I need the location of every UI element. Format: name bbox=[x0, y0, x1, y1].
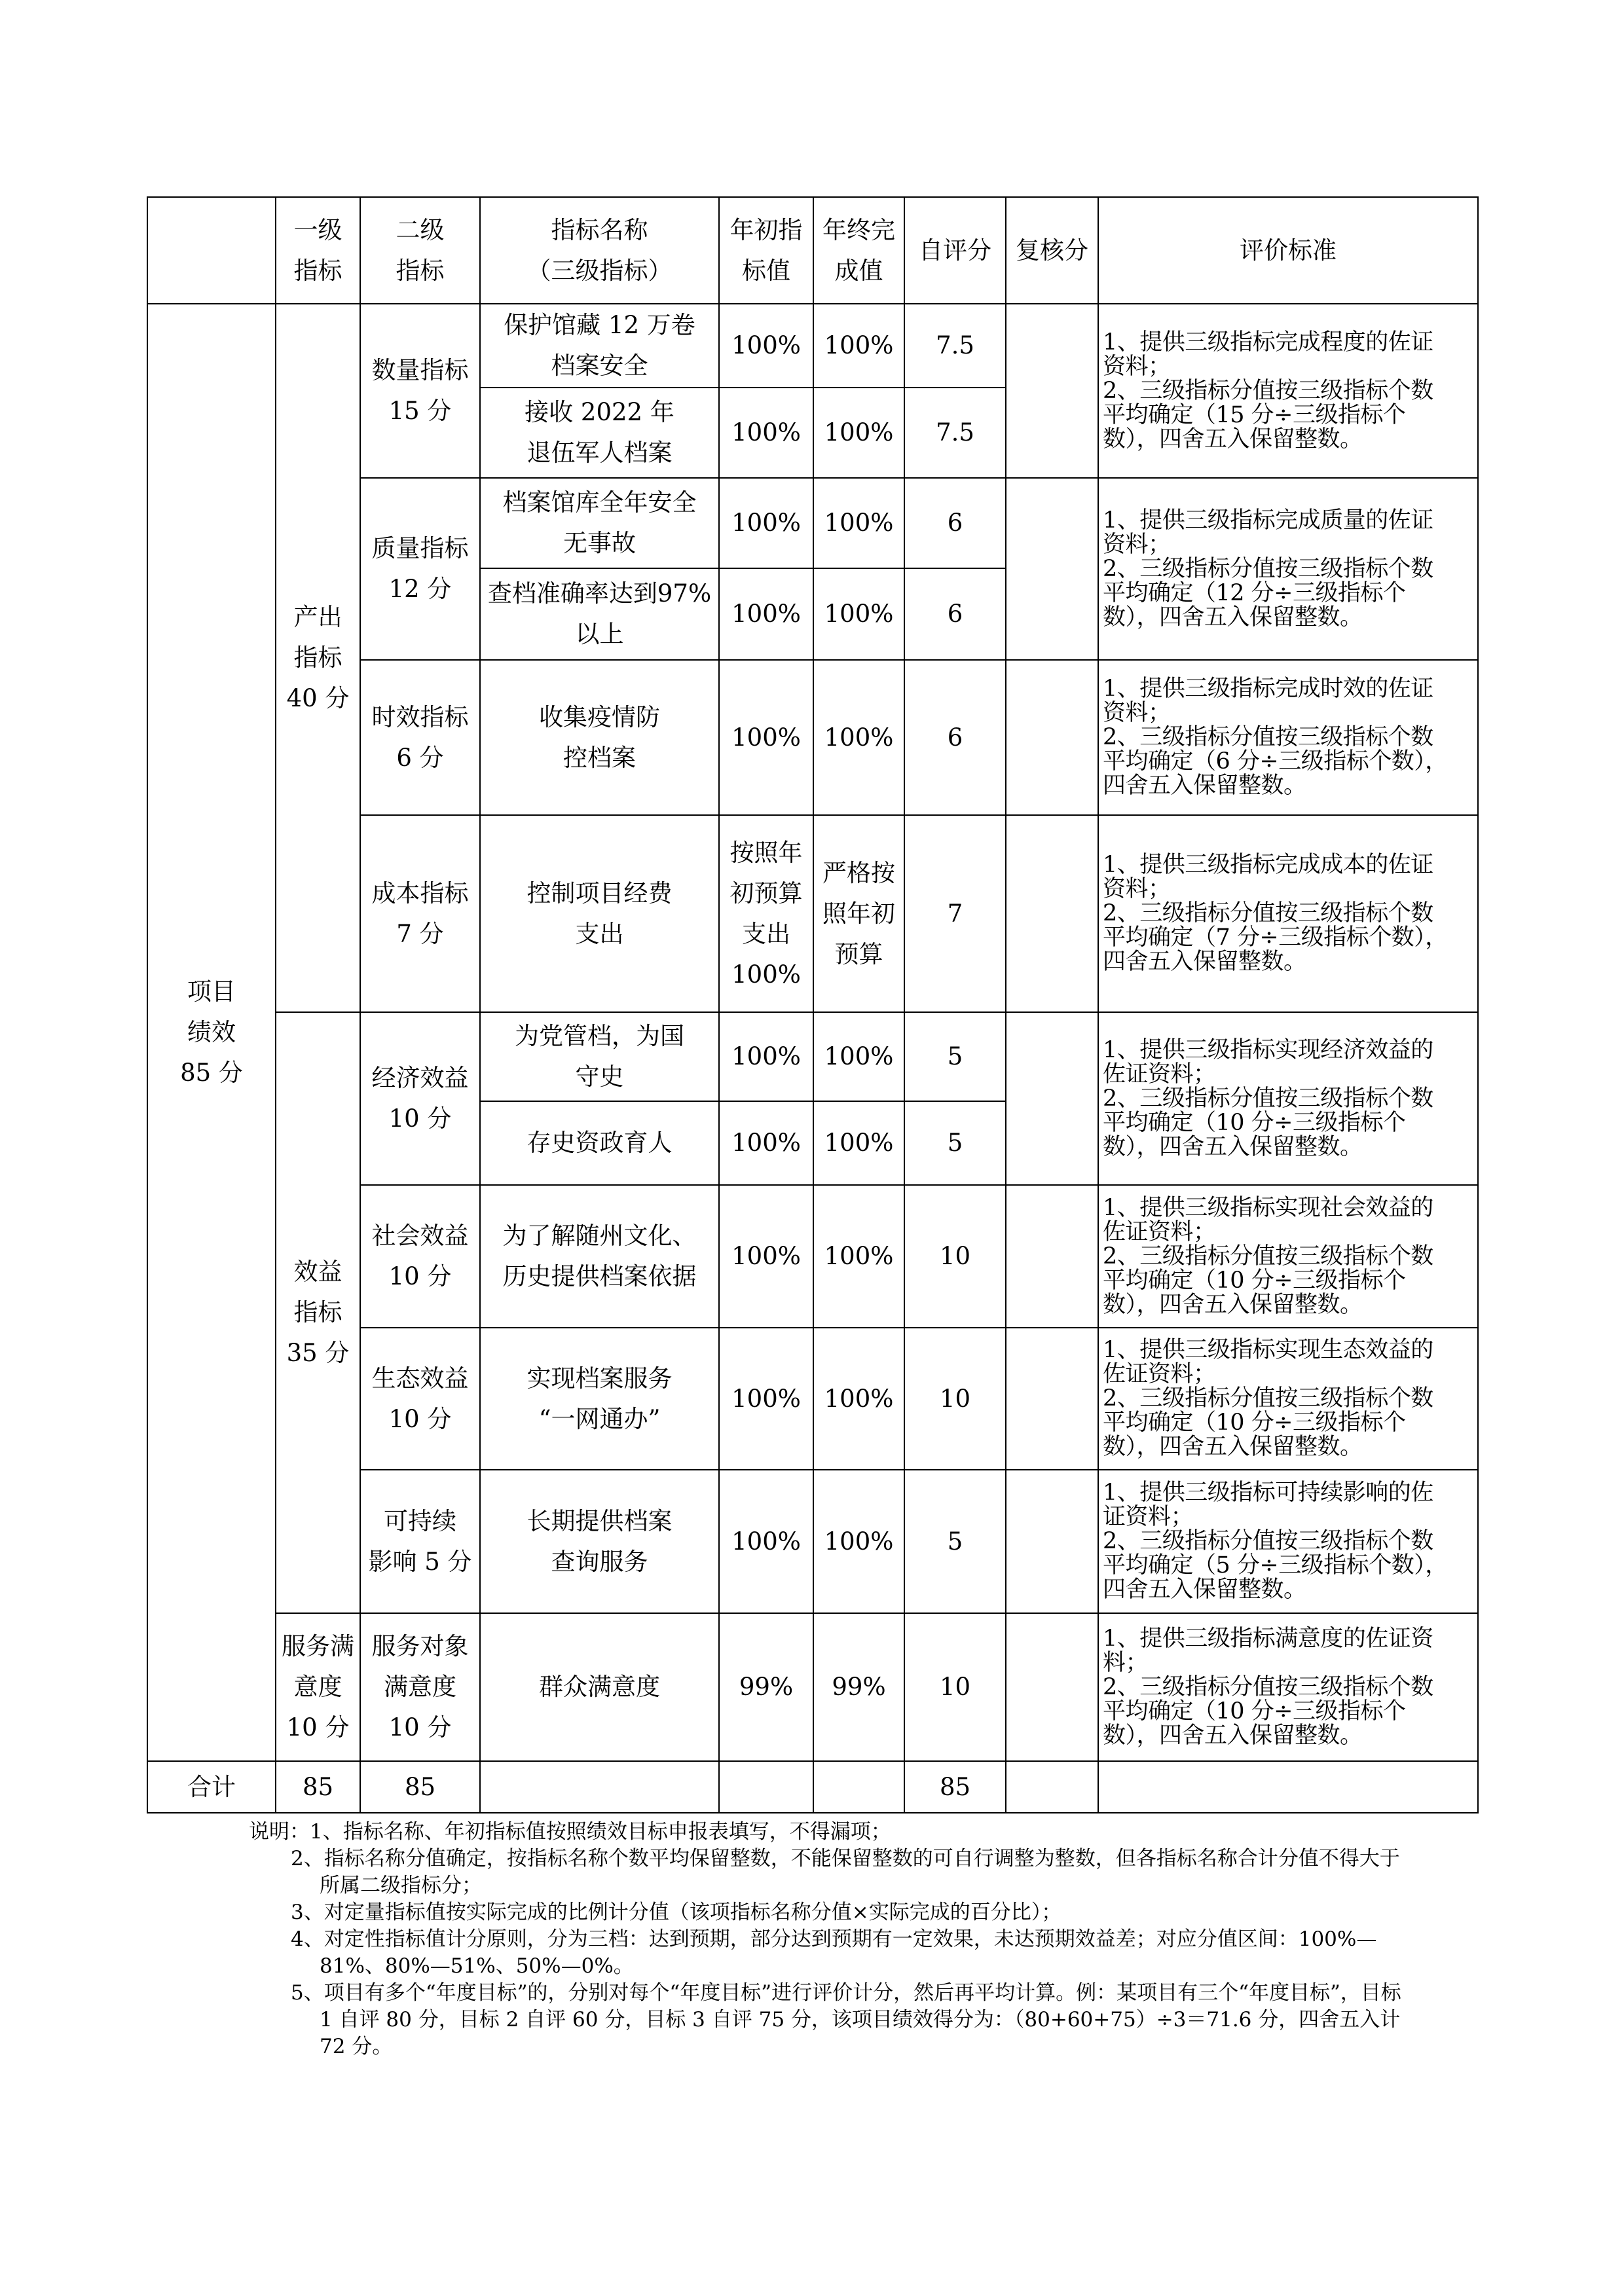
level2-cell bbox=[360, 478, 480, 660]
review-score bbox=[1006, 1613, 1098, 1761]
cell-text-line: 1、提供三级指标完成成本的佐证 bbox=[1103, 852, 1433, 878]
header-self-score: 自评分 bbox=[904, 197, 1006, 304]
note-item: 2、指标名称分值确定，按指标名称个数平均保留整数，不能保留整数的可自行调整为整数，但各指标名称合计分值不得大于所属二级指标分； bbox=[291, 1847, 1400, 1897]
cell-text-line: 照年初 bbox=[822, 899, 895, 928]
initial-target bbox=[719, 1101, 813, 1185]
cell-text-line: 资料； bbox=[1103, 353, 1171, 380]
cell-text-line: 数），四舍五入保留整数。 bbox=[1103, 426, 1363, 452]
cell-text-line: 四舍五入保留整数。 bbox=[1103, 949, 1306, 975]
indicator-name bbox=[480, 1328, 719, 1470]
cell-text-line: 10 分 bbox=[388, 1404, 452, 1433]
header-row bbox=[147, 197, 1478, 304]
initial-target bbox=[719, 304, 813, 388]
cell-text-line: 档案安全 bbox=[551, 352, 648, 380]
cell-text-line: 100% bbox=[824, 600, 894, 628]
cell-text-line: 100% bbox=[824, 331, 894, 359]
cell-text-line: 平均确定（10 分÷三级指标个 bbox=[1103, 1410, 1406, 1436]
cell-text-line: 预算 bbox=[834, 939, 883, 968]
cell-text-line: 1、提供三级指标实现经济效益的 bbox=[1103, 1036, 1433, 1063]
cell-text-line: 料； bbox=[1103, 1649, 1149, 1676]
cell-text-line: 平均确定（5 分÷三级指标个数）， bbox=[1103, 1552, 1448, 1578]
cell-text-line: 平均确定（15 分÷三级指标个 bbox=[1103, 401, 1406, 428]
cell-text-line: 存史资政育人 bbox=[526, 1129, 673, 1157]
cell-text-line: 10 分 bbox=[286, 1713, 350, 1741]
header-indicator-name bbox=[480, 197, 719, 304]
header-criteria: 评价标准 bbox=[1098, 197, 1478, 304]
cell-text-line: 数），四舍五入保留整数。 bbox=[1103, 1291, 1363, 1318]
cell-text-line: 查档准确率达到97% bbox=[487, 579, 712, 608]
cell-text-line: 数），四舍五入保留整数。 bbox=[1103, 1133, 1363, 1160]
cell-text-line: 支出 bbox=[742, 919, 790, 948]
cell-text-line: （三级指标） bbox=[526, 256, 673, 285]
cell-text-line: 100% bbox=[824, 509, 894, 537]
cell-text-line: 指标名称 bbox=[551, 215, 648, 244]
cell-text-line: 历史提供档案依据 bbox=[502, 1262, 697, 1290]
cell-text-line: 质量指标 bbox=[371, 534, 469, 562]
total-self-score: 85 bbox=[904, 1761, 1006, 1813]
review-score bbox=[1006, 660, 1098, 815]
total-empty bbox=[1098, 1761, 1478, 1813]
cell-text-line: 无事故 bbox=[563, 529, 636, 557]
table-row bbox=[147, 304, 1478, 388]
cell-text-line: 平均确定（10 分÷三级指标个 bbox=[1103, 1109, 1406, 1136]
level2-cell bbox=[360, 1470, 480, 1613]
criteria-cell bbox=[1098, 478, 1478, 660]
cell-text-line: 初预算 bbox=[729, 879, 803, 907]
table-row bbox=[147, 1012, 1478, 1101]
cell-text-line: 2、三级指标分值按三级指标个数 bbox=[1103, 377, 1433, 404]
total-level1: 85 bbox=[276, 1761, 360, 1813]
criteria-cell bbox=[1098, 660, 1478, 815]
cell-text-line: 长期提供档案 bbox=[526, 1506, 673, 1535]
total-row bbox=[147, 1761, 1478, 1813]
cell-text-line: 经济效益 bbox=[371, 1064, 469, 1092]
review-score bbox=[1006, 304, 1098, 478]
review-score bbox=[1006, 1328, 1098, 1470]
cell-text-line: 社会效益 bbox=[371, 1222, 469, 1250]
initial-target bbox=[719, 1012, 813, 1101]
cell-text-line: 平均确定（12 分÷三级指标个 bbox=[1103, 579, 1406, 606]
benefit-indicator-cell bbox=[276, 1012, 360, 1613]
initial-target bbox=[719, 1328, 813, 1470]
cell-text-line: 标值 bbox=[742, 256, 790, 285]
cell-text-line: 100% bbox=[824, 1527, 894, 1556]
year-end-value bbox=[813, 1470, 904, 1613]
cell-text-line: 85 分 bbox=[180, 1059, 243, 1087]
cell-text-line: 成本指标 bbox=[371, 879, 469, 907]
cell-text-line: 100% bbox=[824, 1042, 894, 1070]
cell-text-line: 100% bbox=[731, 418, 801, 446]
cell-text-line: 数），四舍五入保留整数。 bbox=[1103, 1722, 1363, 1749]
level2-cell bbox=[360, 815, 480, 1012]
header-level1 bbox=[276, 197, 360, 304]
cell-text-line: 2、三级指标分值按三级指标个数 bbox=[1103, 555, 1433, 582]
total-empty bbox=[1006, 1761, 1098, 1813]
cell-text-line: 2、三级指标分值按三级指标个数 bbox=[1103, 1243, 1433, 1269]
cell-text-line: 可持续 bbox=[384, 1506, 456, 1535]
note-item: 4、对定性指标值计分原则，分为三档：达到预期，部分达到预期有一定效果，未达预期效益差；对应分值区间：100%—81%、80%—51%、50%—0%。 bbox=[291, 1927, 1377, 1978]
cell-text-line: 满意度 bbox=[384, 1673, 456, 1701]
year-end-value bbox=[813, 568, 904, 660]
cell-text-line: 100% bbox=[731, 1129, 801, 1157]
cell-text-line: 100% bbox=[731, 960, 801, 989]
cell-text-line: 100% bbox=[731, 1042, 801, 1070]
initial-target bbox=[719, 1613, 813, 1761]
cell-text-line: 佐证资料； bbox=[1103, 1061, 1216, 1087]
cell-text-line: 1、提供三级指标完成程度的佐证 bbox=[1103, 329, 1433, 355]
total-empty bbox=[813, 1761, 904, 1813]
cell-text-line: 10 分 bbox=[388, 1104, 452, 1133]
year-end-value bbox=[813, 388, 904, 478]
cell-text-line: 2、三级指标分值按三级指标个数 bbox=[1103, 1528, 1433, 1554]
cell-text-line: 控制项目经费 bbox=[526, 879, 673, 907]
review-score bbox=[1006, 478, 1098, 660]
cell-text-line: 2、三级指标分值按三级指标个数 bbox=[1103, 1385, 1433, 1412]
initial-target bbox=[719, 660, 813, 815]
criteria-cell bbox=[1098, 815, 1478, 1012]
cell-text-line: 服务对象 bbox=[371, 1632, 469, 1660]
year-end-value bbox=[813, 815, 904, 1012]
output-indicator-cell bbox=[276, 304, 360, 1012]
indicator-name bbox=[480, 388, 719, 478]
cell-text-line: 资料； bbox=[1103, 531, 1171, 558]
cell-text-line: 严格按 bbox=[822, 858, 895, 887]
cell-text-line: 指标 bbox=[293, 644, 342, 672]
cell-text-line: 退伍军人档案 bbox=[526, 439, 673, 467]
self-score: 7.5 bbox=[904, 304, 1006, 388]
self-score: 6 bbox=[904, 568, 1006, 660]
cell-text-line: 守史 bbox=[575, 1063, 624, 1091]
satisfaction-indicator-cell bbox=[276, 1613, 360, 1761]
cell-text-line: 平均确定（7 分÷三级指标个数）， bbox=[1103, 924, 1448, 951]
header-initial-target bbox=[719, 197, 813, 304]
cell-text-line: 100% bbox=[824, 723, 894, 752]
cell-text-line: 控档案 bbox=[563, 743, 636, 772]
cell-text-line: 指标 bbox=[293, 1298, 342, 1326]
cell-text-line: 100% bbox=[824, 1242, 894, 1270]
cell-text-line: 2、三级指标分值按三级指标个数 bbox=[1103, 1085, 1433, 1112]
cell-text-line: 10 分 bbox=[388, 1713, 452, 1741]
indicator-name bbox=[480, 478, 719, 568]
cell-text-line: 100% bbox=[731, 1527, 801, 1556]
year-end-value bbox=[813, 660, 904, 815]
initial-target bbox=[719, 815, 813, 1012]
self-score: 5 bbox=[904, 1012, 1006, 1101]
note-item: 3、对定量指标值按实际完成的比例计分值（该项指标名称分值×实际完成的百分比）； bbox=[291, 1901, 1062, 1924]
header-year-end-value bbox=[813, 197, 904, 304]
cell-text-line: 100% bbox=[731, 600, 801, 628]
criteria-cell bbox=[1098, 1328, 1478, 1470]
self-score: 7 bbox=[904, 815, 1006, 1012]
initial-target bbox=[719, 1470, 813, 1613]
cell-text-line: 平均确定（10 分÷三级指标个 bbox=[1103, 1267, 1406, 1294]
header-empty-cell bbox=[147, 197, 276, 304]
cell-text-line: 按照年 bbox=[729, 838, 803, 867]
cell-text-line: 6 分 bbox=[396, 743, 444, 772]
cell-text-line: “一网通办” bbox=[538, 1404, 661, 1433]
cell-text-line: 以上 bbox=[575, 620, 624, 648]
self-score: 6 bbox=[904, 478, 1006, 568]
level2-cell bbox=[360, 1185, 480, 1328]
cell-text-line: 收集疫情防 bbox=[539, 702, 660, 731]
level2-cell bbox=[360, 1012, 480, 1185]
note-line: 说明：1、指标名称、年初指标值按照绩效目标申报表填写，不得漏项； bbox=[249, 1820, 891, 1844]
self-score: 10 bbox=[904, 1613, 1006, 1761]
total-empty bbox=[719, 1761, 813, 1813]
cell-text-line: 100% bbox=[824, 1384, 894, 1413]
level2-cell bbox=[360, 1328, 480, 1470]
cell-text-line: 99% bbox=[832, 1673, 886, 1701]
cell-text-line: 数），四舍五入保留整数。 bbox=[1103, 1434, 1363, 1460]
cell-text-line: 资料； bbox=[1103, 700, 1171, 726]
self-score: 6 bbox=[904, 660, 1006, 815]
indicator-name bbox=[480, 568, 719, 660]
cell-text-line: 1、提供三级指标实现生态效益的 bbox=[1103, 1337, 1433, 1363]
indicator-name bbox=[480, 1012, 719, 1101]
cell-text-line: 佐证资料； bbox=[1103, 1218, 1216, 1245]
cell-text-line: 一级 bbox=[293, 215, 342, 244]
self-score: 10 bbox=[904, 1328, 1006, 1470]
cell-text-line: 100% bbox=[824, 418, 894, 446]
year-end-value bbox=[813, 1328, 904, 1470]
cell-text-line: 10 分 bbox=[388, 1262, 452, 1290]
cell-text-line: 接收 2022 年 bbox=[525, 398, 674, 426]
cell-text-line: 数），四舍五入保留整数。 bbox=[1103, 604, 1363, 630]
criteria-cell bbox=[1098, 304, 1478, 478]
cell-text-line: 查询服务 bbox=[551, 1547, 648, 1576]
cell-text-line: 2、三级指标分值按三级指标个数 bbox=[1103, 724, 1433, 750]
cell-text-line: 99% bbox=[739, 1673, 794, 1701]
cell-text-line: 7 分 bbox=[396, 919, 444, 948]
cell-text-line: 100% bbox=[731, 331, 801, 359]
cell-text-line: 支出 bbox=[575, 919, 624, 948]
cell-text-line: 档案馆库全年安全 bbox=[502, 488, 697, 517]
cell-text-line: 年终完 bbox=[822, 215, 895, 244]
indicator-name bbox=[480, 1470, 719, 1613]
cell-text-line: 生态效益 bbox=[371, 1364, 469, 1393]
header-review-score: 复核分 bbox=[1006, 197, 1098, 304]
criteria-cell bbox=[1098, 1185, 1478, 1328]
indicator-name bbox=[480, 304, 719, 388]
header-level2 bbox=[360, 197, 480, 304]
cell-text-line: 指标 bbox=[293, 256, 342, 285]
self-score: 5 bbox=[904, 1101, 1006, 1185]
cell-text-line: 1、提供三级指标可持续影响的佐 bbox=[1103, 1480, 1433, 1506]
cell-text-line: 35 分 bbox=[286, 1339, 350, 1367]
notes-section bbox=[249, 1819, 1401, 2060]
criteria-cell bbox=[1098, 1470, 1478, 1613]
cell-text-line: 时效指标 bbox=[371, 702, 469, 731]
cell-text-line: 为党管档，为国 bbox=[515, 1022, 684, 1050]
cell-text-line: 40 分 bbox=[286, 684, 350, 712]
cell-text-line: 1、提供三级指标实现社会效益的 bbox=[1103, 1194, 1433, 1221]
year-end-value bbox=[813, 1012, 904, 1101]
cell-text-line: 产出 bbox=[293, 603, 342, 631]
criteria-cell bbox=[1098, 1613, 1478, 1761]
self-score: 5 bbox=[904, 1470, 1006, 1613]
cell-text-line: 100% bbox=[731, 1242, 801, 1270]
cell-text-line: 绩效 bbox=[187, 1018, 236, 1046]
cell-text-line: 佐证资料； bbox=[1103, 1361, 1216, 1387]
cell-text-line: 12 分 bbox=[388, 575, 452, 603]
criteria-cell bbox=[1098, 1012, 1478, 1185]
cell-text-line: 实现档案服务 bbox=[526, 1364, 673, 1393]
cell-text-line: 服务满 bbox=[282, 1632, 354, 1660]
cell-text-line: 二级 bbox=[396, 215, 445, 244]
cell-text-line: 四舍五入保留整数。 bbox=[1103, 773, 1306, 799]
cell-text-line: 15 分 bbox=[388, 397, 452, 425]
cell-text-line: 年初指 bbox=[729, 215, 803, 244]
initial-target bbox=[719, 1185, 813, 1328]
indicator-name bbox=[480, 660, 719, 815]
indicator-name bbox=[480, 815, 719, 1012]
cell-text-line: 2、三级指标分值按三级指标个数 bbox=[1103, 1673, 1433, 1700]
cell-text-line: 证资料； bbox=[1103, 1504, 1194, 1530]
indicator-name bbox=[480, 1613, 719, 1761]
performance-score-table bbox=[147, 196, 1479, 1813]
year-end-value bbox=[813, 304, 904, 388]
cell-text-line: 100% bbox=[731, 1384, 801, 1413]
cell-text-line: 效益 bbox=[293, 1258, 342, 1286]
cell-text-line: 平均确定（10 分÷三级指标个 bbox=[1103, 1698, 1406, 1724]
cell-text-line: 100% bbox=[824, 1129, 894, 1157]
total-label: 合计 bbox=[147, 1761, 276, 1813]
review-score bbox=[1006, 1470, 1098, 1613]
cell-text-line: 数量指标 bbox=[371, 356, 469, 384]
indicator-name bbox=[480, 1101, 719, 1185]
cell-text-line: 影响 5 分 bbox=[368, 1547, 472, 1576]
cell-text-line: 指标 bbox=[396, 256, 445, 285]
initial-target bbox=[719, 388, 813, 478]
cell-text-line: 为了解随州文化、 bbox=[502, 1222, 697, 1250]
year-end-value bbox=[813, 1613, 904, 1761]
year-end-value bbox=[813, 478, 904, 568]
cell-text-line: 保护馆藏 12 万卷 bbox=[504, 311, 695, 339]
self-score: 10 bbox=[904, 1185, 1006, 1328]
level2-cell bbox=[360, 304, 480, 478]
year-end-value bbox=[813, 1101, 904, 1185]
year-end-value bbox=[813, 1185, 904, 1328]
self-score: 7.5 bbox=[904, 388, 1006, 478]
level2-cell bbox=[360, 1613, 480, 1761]
indicator-name bbox=[480, 1185, 719, 1328]
review-score bbox=[1006, 815, 1098, 1012]
cell-text-line: 群众满意度 bbox=[539, 1673, 660, 1701]
cell-text-line: 成值 bbox=[834, 256, 883, 285]
initial-target bbox=[719, 478, 813, 568]
cell-text-line: 四舍五入保留整数。 bbox=[1103, 1576, 1306, 1603]
cell-text-line: 1、提供三级指标满意度的佐证资 bbox=[1103, 1625, 1433, 1652]
note-item: 5、项目有多个“年度目标”的，分别对每个“年度目标”进行评价计分，然后再平均计算。例：某项目有三个“年度目标”，目标 1 自评 80 分，目标 2 自评 60 分，目标 3 自评 75 分，该项目绩效得分为：（80+60+75）÷3＝71.6 分，四舍五入计 72 分。 bbox=[291, 1981, 1401, 2058]
level2-cell bbox=[360, 660, 480, 815]
table-row bbox=[147, 1613, 1478, 1761]
review-score bbox=[1006, 1012, 1098, 1185]
cell-text-line: 资料； bbox=[1103, 876, 1171, 902]
cell-text-line: 100% bbox=[731, 723, 801, 752]
cell-text-line: 1、提供三级指标完成质量的佐证 bbox=[1103, 507, 1433, 534]
cell-text-line: 2、三级指标分值按三级指标个数 bbox=[1103, 900, 1433, 926]
cell-text-line: 意度 bbox=[293, 1673, 342, 1701]
initial-target bbox=[719, 568, 813, 660]
project-performance-cell bbox=[147, 304, 276, 1761]
cell-text-line: 1、提供三级指标完成时效的佐证 bbox=[1103, 676, 1433, 702]
total-level2: 85 bbox=[360, 1761, 480, 1813]
cell-text-line: 项目 bbox=[187, 977, 236, 1006]
review-score bbox=[1006, 1185, 1098, 1328]
cell-text-line: 100% bbox=[731, 509, 801, 537]
cell-text-line: 平均确定（6 分÷三级指标个数）， bbox=[1103, 748, 1448, 774]
total-empty bbox=[480, 1761, 719, 1813]
